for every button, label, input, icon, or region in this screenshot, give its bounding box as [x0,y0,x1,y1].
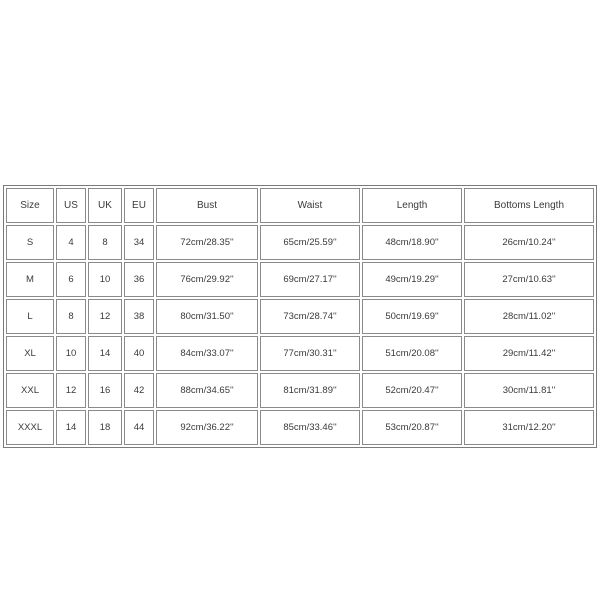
cell-bottoms-length: 29cm/11.42'' [464,336,594,371]
cell-length: 52cm/20.47'' [362,373,462,408]
cell-bust: 88cm/34.65'' [156,373,258,408]
cell-waist: 73cm/28.74'' [260,299,360,334]
cell-uk: 8 [88,225,122,260]
cell-bottoms-length: 27cm/10.63'' [464,262,594,297]
cell-eu: 44 [124,410,154,445]
table-row [6,225,594,260]
cell-bottoms-length: 31cm/12.20'' [464,410,594,445]
cell-size: XL [6,336,54,371]
cell-uk: 18 [88,410,122,445]
cell-bust: 72cm/28.35'' [156,225,258,260]
cell-waist: 85cm/33.46'' [260,410,360,445]
cell-us: 12 [56,373,86,408]
cell-eu: 40 [124,336,154,371]
cell-uk: 10 [88,262,122,297]
cell-us: 10 [56,336,86,371]
cell-eu: 34 [124,225,154,260]
cell-length: 53cm/20.87'' [362,410,462,445]
cell-size: L [6,299,54,334]
table-row [6,373,594,408]
header-bottoms-length: Bottoms Length [464,188,594,223]
cell-length: 51cm/20.08'' [362,336,462,371]
header-size: Size [6,188,54,223]
cell-eu: 36 [124,262,154,297]
cell-waist: 65cm/25.59'' [260,225,360,260]
header-us: US [56,188,86,223]
cell-us: 14 [56,410,86,445]
table-row [6,299,594,334]
cell-uk: 16 [88,373,122,408]
cell-bottoms-length: 26cm/10.24'' [464,225,594,260]
cell-length: 48cm/18.90'' [362,225,462,260]
header-length: Length [362,188,462,223]
cell-bottoms-length: 28cm/11.02'' [464,299,594,334]
table-row [6,410,594,445]
cell-us: 4 [56,225,86,260]
cell-eu: 38 [124,299,154,334]
header-bust: Bust [156,188,258,223]
cell-bust: 80cm/31.50'' [156,299,258,334]
cell-bust: 84cm/33.07'' [156,336,258,371]
cell-eu: 42 [124,373,154,408]
cell-length: 49cm/19.29'' [362,262,462,297]
cell-size: S [6,225,54,260]
cell-waist: 81cm/31.89'' [260,373,360,408]
header-waist: Waist [260,188,360,223]
cell-size: XXXL [6,410,54,445]
cell-us: 6 [56,262,86,297]
header-eu: EU [124,188,154,223]
cell-length: 50cm/19.69'' [362,299,462,334]
cell-size: M [6,262,54,297]
cell-uk: 12 [88,299,122,334]
cell-waist: 69cm/27.17'' [260,262,360,297]
cell-bottoms-length: 30cm/11.81'' [464,373,594,408]
cell-waist: 77cm/30.31'' [260,336,360,371]
cell-bust: 92cm/36.22'' [156,410,258,445]
table-row [6,336,594,371]
cell-bust: 76cm/29.92'' [156,262,258,297]
cell-uk: 14 [88,336,122,371]
cell-us: 8 [56,299,86,334]
cell-size: XXL [6,373,54,408]
header-uk: UK [88,188,122,223]
size-chart-table [3,185,597,448]
header-row [6,188,594,223]
table-row [6,262,594,297]
